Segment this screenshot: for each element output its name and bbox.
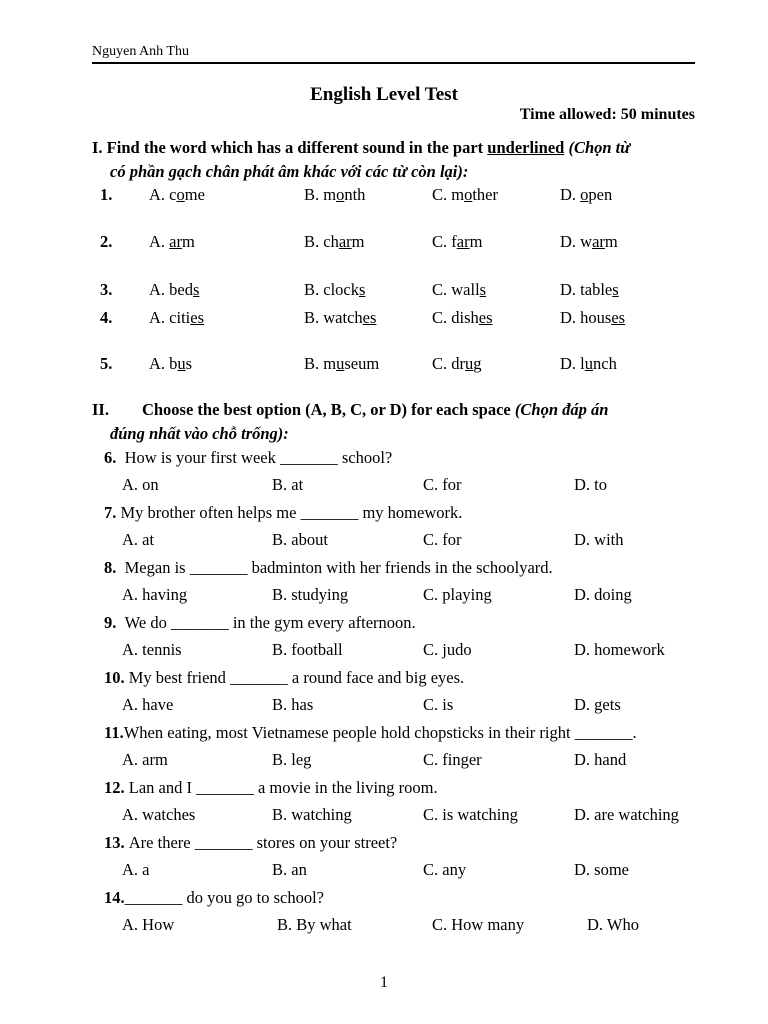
question-number: 1. — [100, 185, 113, 204]
answer-option: C. finger — [423, 750, 482, 769]
answer-option: D. with — [574, 530, 624, 549]
answer-option: D. some — [574, 860, 629, 879]
question-number: 5. — [100, 354, 113, 373]
underlined-part: u — [584, 354, 593, 373]
answer-option: B. charm — [304, 232, 365, 251]
answer-option: B. museum — [304, 354, 380, 373]
underlined-part: u — [465, 354, 474, 373]
underlined-part: ar — [592, 232, 605, 251]
answer-option: D. are watching — [574, 805, 679, 824]
section-1-vietnamese-a: (Chọn từ — [568, 138, 631, 157]
answer-option: A. have — [122, 695, 174, 714]
underlined-part: o — [336, 185, 345, 204]
answer-option: D. lunch — [560, 354, 617, 373]
question-stem — [104, 448, 392, 468]
question-text: Megan is _______ badminton with her friends in the schoolyard. — [116, 558, 553, 577]
question-number: 14. — [104, 888, 125, 907]
section-2-numeral: II. — [92, 400, 109, 419]
section-1-vietnamese-b: có phần gạch chân phát âm khác với các từ còn lại): — [110, 162, 469, 181]
question-number: 2. — [100, 232, 113, 251]
underlined-part: es — [611, 308, 626, 327]
answer-option: A. bus — [149, 354, 193, 373]
underlined-part: o — [580, 185, 589, 204]
underlined-part: ar — [169, 232, 182, 251]
answer-option: C. is — [423, 695, 454, 714]
question-stem — [104, 668, 464, 688]
underlined-part: es — [362, 308, 377, 327]
answer-option: B. studying — [272, 585, 349, 604]
answer-option: D. Who — [587, 915, 639, 934]
section-1-underlined-word: underlined — [487, 138, 565, 157]
answer-option: C. How many — [432, 915, 525, 934]
question-stem — [104, 778, 438, 798]
answer-option: D. warm — [560, 232, 618, 251]
page-header-author: Nguyen Anh Thu — [92, 44, 189, 59]
answer-option: B. has — [272, 695, 314, 714]
question-text: When eating, most Vietnamese people hold chopsticks in their right _______. — [123, 723, 637, 742]
answer-option: C. judo — [423, 640, 472, 659]
underlined-part: es — [190, 308, 204, 327]
question-text: My brother often helps me _______ my homework. — [116, 503, 463, 522]
answer-option: A. a — [122, 860, 150, 879]
question-stem — [104, 503, 462, 523]
question-number: 4. — [100, 308, 113, 327]
answer-option: C. playing — [423, 585, 492, 604]
underlined-part: o — [176, 185, 185, 204]
answer-option: A. beds — [149, 280, 200, 299]
underlined-part: ar — [338, 232, 352, 251]
section-1-heading — [92, 136, 695, 184]
answer-option: D. doing — [574, 585, 632, 604]
header-rule — [92, 62, 695, 64]
answer-option: C. farm — [432, 232, 483, 251]
question-number: 12. — [104, 778, 125, 797]
question-stem — [104, 833, 397, 853]
question-text: My best friend _______ a round face and big eyes. — [124, 668, 465, 687]
question-stem — [104, 558, 553, 578]
question-text: We do _______ in the gym every afternoon. — [116, 613, 416, 632]
answer-option: B. leg — [272, 750, 312, 769]
question-number: 7. — [104, 503, 117, 522]
answer-option: B. an — [272, 860, 307, 879]
question-number: 8. — [104, 558, 117, 577]
answer-option: A. arm — [122, 750, 168, 769]
underlined-part: es — [478, 308, 493, 327]
underlined-part: o — [464, 185, 473, 204]
time-allowed: Time allowed: 50 minutes — [519, 106, 695, 123]
answer-option: D. open — [560, 185, 613, 204]
question-stem — [104, 888, 324, 908]
page-title: English Level Test — [310, 84, 458, 105]
answer-option: B. month — [304, 185, 366, 204]
question-text: Are there _______ stores on your street? — [124, 833, 398, 852]
section-1-instruction: Find the word which has a different sound in the part — [106, 138, 484, 157]
answer-option: B. By what — [277, 915, 352, 934]
answer-option: A. How — [122, 915, 175, 934]
answer-option: A. at — [122, 530, 155, 549]
answer-option: B. at — [272, 475, 304, 494]
answer-option: A. tennis — [122, 640, 182, 659]
page-number: 1 — [380, 974, 388, 991]
answer-option: B. football — [272, 640, 343, 659]
answer-option: A. come — [149, 185, 205, 204]
question-number: 6. — [104, 448, 117, 467]
answer-option: C. is watching — [423, 805, 518, 824]
question-stem — [104, 613, 416, 633]
answer-option: C. for — [423, 530, 462, 549]
section-2-vietnamese-a: (Chọn đáp án — [514, 400, 609, 419]
question-text: Lan and I _______ a movie in the living room. — [124, 778, 438, 797]
section-2-instruction: Choose the best option (A, B, C, or D) for each space — [141, 400, 511, 419]
question-text: How is your first week _______ school? — [116, 448, 393, 467]
section-2-heading — [92, 398, 695, 446]
question-text: _______ do you go to school? — [124, 888, 324, 907]
answer-option: C. drug — [432, 354, 482, 373]
answer-option: D. tables — [560, 280, 619, 299]
answer-option: B. clocks — [304, 280, 366, 299]
underlined-part: s — [193, 280, 200, 299]
underlined-part: s — [359, 280, 366, 299]
underlined-part: u — [336, 354, 345, 373]
answer-option: A. arm — [149, 232, 195, 251]
answer-option: D. hand — [574, 750, 627, 769]
question-number: 9. — [104, 613, 117, 632]
question-number: 13. — [104, 833, 125, 852]
answer-option: C. any — [423, 860, 467, 879]
answer-option: A. having — [122, 585, 188, 604]
answer-option: A. cities — [149, 308, 204, 327]
underlined-part: s — [479, 280, 487, 299]
answer-option: D. gets — [574, 695, 621, 714]
answer-option: B. about — [272, 530, 328, 549]
question-stem — [104, 723, 637, 743]
answer-option: B. watches — [304, 308, 377, 327]
answer-option: D. houses — [560, 308, 626, 327]
underlined-part: s — [612, 280, 619, 299]
underlined-part: u — [177, 354, 186, 373]
answer-option: D. homework — [574, 640, 665, 659]
answer-option: C. for — [423, 475, 462, 494]
answer-option: A. on — [122, 475, 159, 494]
answer-option: D. to — [574, 475, 607, 494]
question-number: 3. — [100, 280, 113, 299]
answer-option: C. walls — [432, 280, 487, 299]
question-number: 11. — [104, 723, 124, 742]
answer-option: C. mother — [432, 185, 498, 204]
section-1-numeral: I. — [92, 138, 103, 157]
answer-option: A. watches — [122, 805, 196, 824]
underlined-part: ar — [456, 232, 470, 251]
question-number: 10. — [104, 668, 125, 687]
answer-option: B. watching — [272, 805, 352, 824]
section-2-vietnamese-b: đúng nhất vào chỗ trống): — [110, 424, 289, 443]
answer-option: C. dishes — [432, 308, 493, 327]
